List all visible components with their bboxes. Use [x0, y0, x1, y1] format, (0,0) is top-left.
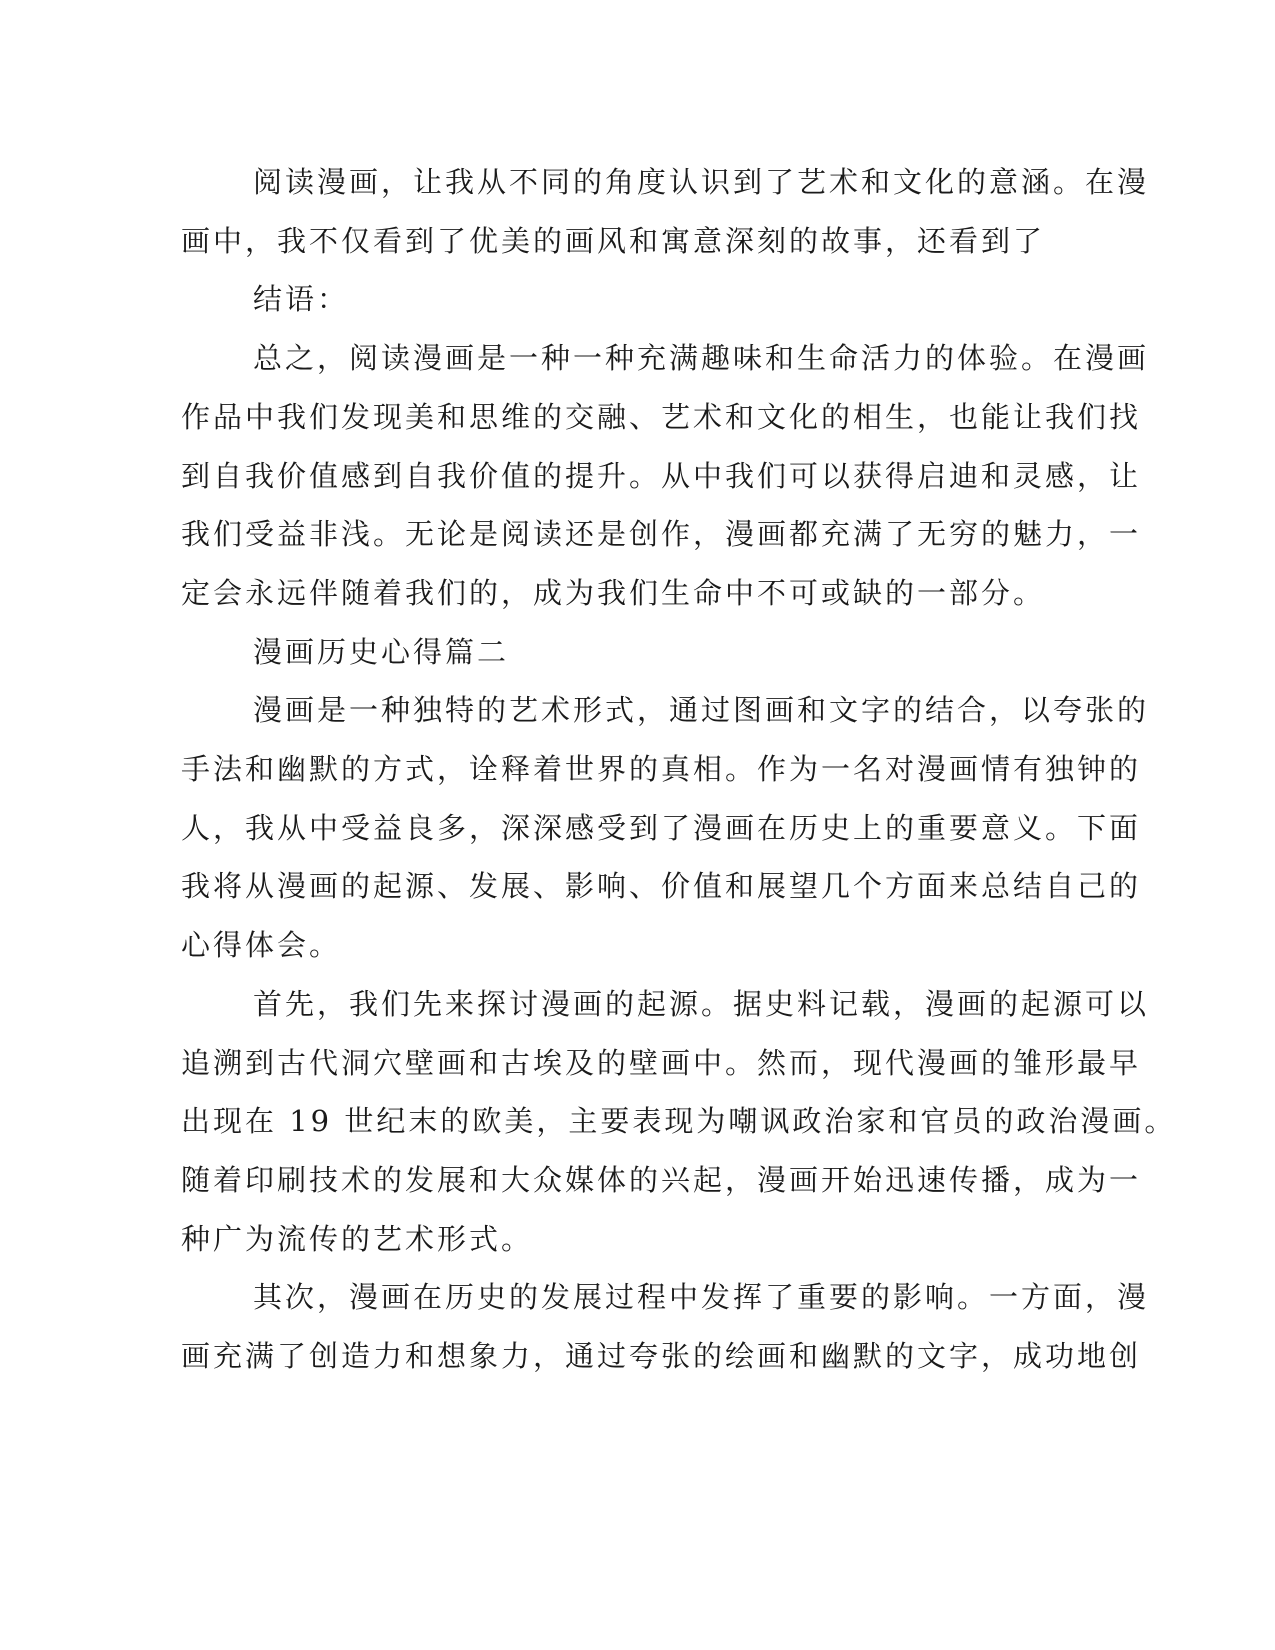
text-line: 我们受益非浅。无论是阅读还是创作，漫画都充满了无穷的魅力，一	[181, 517, 1142, 552]
text-line: 随着印刷技术的发展和大众媒体的兴起，漫画开始迅速传播，成为一	[181, 1162, 1142, 1197]
text-line: 出现在 19 世纪末的欧美，主要表现为嘲讽政治家和官员的政治漫画。	[181, 1104, 1177, 1139]
heading-text: 漫画历史心得篇二	[253, 634, 510, 669]
text-line: 定会永远伴随着我们的，成为我们生命中不可或缺的一部分。	[181, 575, 1046, 610]
text-line: 我将从漫画的起源、发展、影响、价值和展望几个方面来总结自己的	[181, 869, 1142, 904]
text-line: 作品中我们发现美和思维的交融、艺术和文化的相生，也能让我们找	[181, 399, 1142, 434]
text-line: 阅读漫画，让我从不同的角度认识到了艺术和文化的意涵。在漫	[253, 165, 1150, 199]
paragraph-2	[181, 329, 1150, 623]
paragraph-1	[181, 153, 1150, 270]
text-line: 心得体会。	[181, 928, 342, 963]
text-line: 首先，我们先来探讨漫画的起源。据史料记载，漫画的起源可以	[253, 986, 1150, 1021]
text-line: 总之，阅读漫画是一种一种充满趣味和生命活力的体验。在漫画	[253, 341, 1150, 376]
text-line: 手法和幽默的方式，诠释着世界的真相。作为一名对漫画情有独钟的	[181, 752, 1142, 787]
text-line: 其次，漫画在历史的发展过程中发挥了重要的影响。一方面，漫	[253, 1280, 1150, 1315]
paragraph-5	[181, 1268, 1150, 1385]
text-line: 画中，我不仅看到了优美的画风和寓意深刻的故事，还看到了	[181, 223, 1046, 258]
paragraph-4	[181, 975, 1177, 1269]
heading-text: 结语：	[253, 282, 350, 317]
document-body	[181, 153, 1177, 1386]
conclusion-heading	[181, 270, 1031, 329]
paragraph-3	[181, 681, 1150, 975]
text-line: 画充满了创造力和想象力，通过夸张的绘画和幽默的文字，成功地创	[181, 1339, 1142, 1374]
text-line: 种广为流传的艺术形式。	[181, 1221, 534, 1256]
text-line: 到自我价值感到自我价值的提升。从中我们可以获得启迪和灵感，让	[181, 458, 1142, 493]
section-heading	[181, 623, 1031, 682]
text-line: 追溯到古代洞穴壁画和古埃及的壁画中。然而，现代漫画的雏形最早	[181, 1045, 1142, 1080]
text-line: 漫画是一种独特的艺术形式，通过图画和文字的结合，以夸张的	[253, 693, 1150, 728]
text-line: 人，我从中受益良多，深深感受到了漫画在历史上的重要意义。下面	[181, 810, 1142, 845]
